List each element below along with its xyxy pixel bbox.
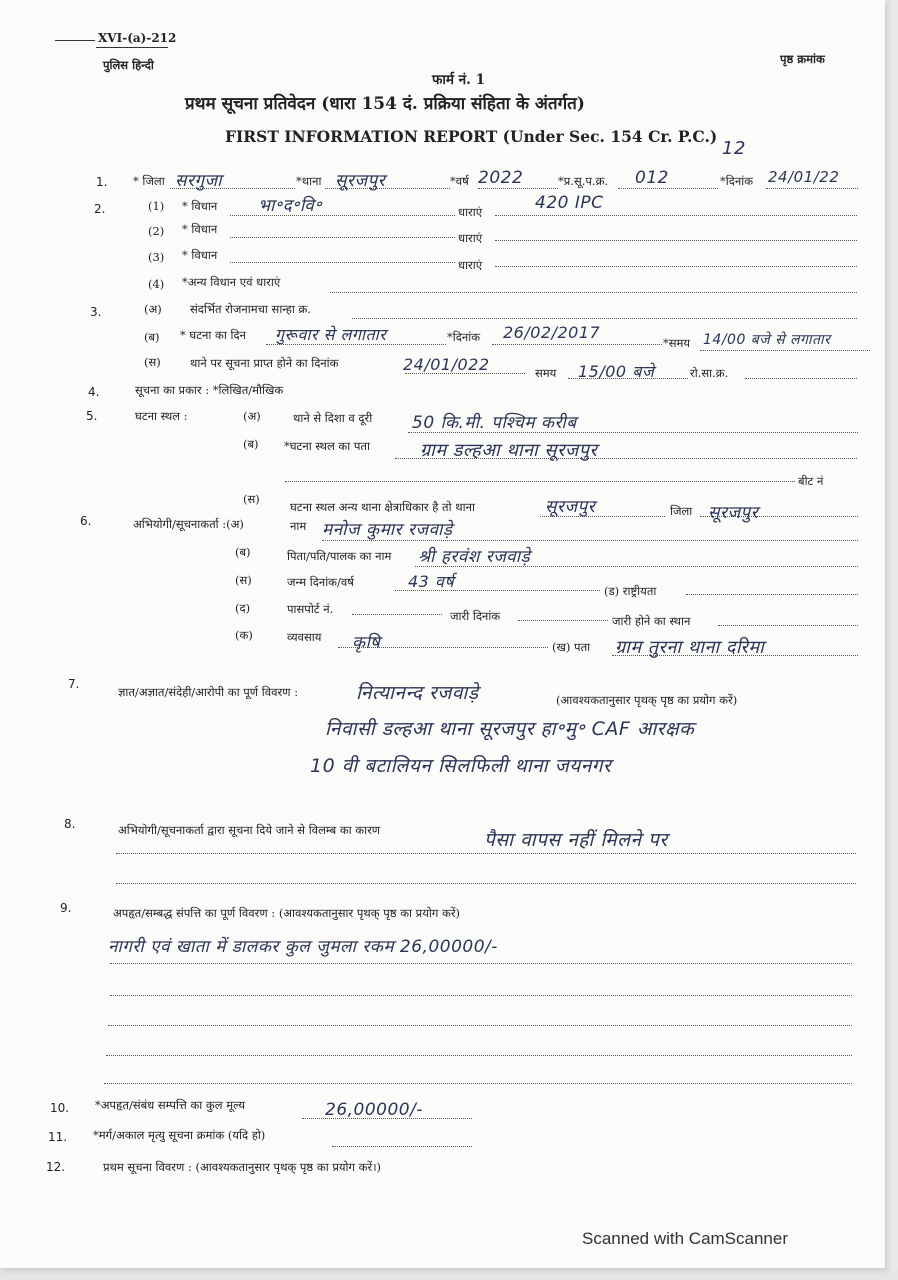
occupation-label: व्यवसाय [287, 630, 322, 644]
other-acts-label: *अन्य विधान एवं धाराएं [182, 275, 281, 289]
father-name-value: श्री हरवंश रजवाड़े [418, 547, 531, 567]
dotted-line [110, 995, 852, 996]
accused-detail-line-1: निवासी डल्हआ थाना सूरजपुर हा॰मु॰ CAF आरक्षक [325, 718, 695, 740]
dotted-line [518, 620, 608, 621]
accused-detail-line-2: 10 वी बटालियन सिलफिली थाना जयनगर [310, 755, 612, 777]
item-number: 7. [68, 677, 80, 691]
gd-reference-label: संदर्भित रोजनामचा सान्हा क्र. [190, 302, 311, 316]
title-hindi: प्रथम सूचना प्रतिवेदन (धारा 154 दं. प्रक्रिया संहिता के अंतर्गत) [185, 94, 585, 114]
info-received-label: थाने पर सूचना प्राप्त होने का दिनांक [190, 356, 339, 370]
sections-label: धाराएं [458, 205, 483, 219]
item-number: 9. [60, 901, 72, 915]
complainant-address-value: ग्राम तुरना थाना दरिमा [615, 637, 765, 658]
dob-label: जन्म दिनांक/वर्ष [287, 575, 354, 589]
dotted-line [495, 215, 857, 216]
received-time-value: 15/00 बजे [578, 362, 655, 381]
sub-index: (ब) [243, 437, 259, 451]
year-value: 2022 [478, 168, 524, 188]
sub-index: (अ) [144, 302, 162, 316]
sub-index: (1) [148, 199, 165, 213]
dotted-line [352, 614, 442, 615]
dotted-line [104, 1083, 852, 1084]
sub-index: (द) [235, 601, 251, 615]
police-hindi: पुलिस हिन्दी [103, 58, 154, 72]
year-label: *वर्ष [450, 174, 469, 188]
direction-distance-value: 50 कि.मी. पश्चिम करीब [412, 413, 577, 433]
district-label: * जिला [133, 174, 165, 188]
header-dash [55, 40, 95, 41]
sub-index: (ब) [144, 330, 160, 344]
station-value: सूरजपुर [335, 171, 386, 191]
title-english: FIRST INFORMATION REPORT (Under Sec. 154 Cr. P.C.) [225, 127, 718, 146]
dotted-line [745, 378, 857, 379]
occupation-value: कृषि [352, 633, 381, 653]
dotted-line [492, 344, 662, 345]
scan-edge [885, 0, 898, 1280]
incident-address-label: *घटना स्थल का पता [284, 439, 370, 453]
fir-date-value: 24/01/22 [768, 168, 840, 186]
page-number-label: पृष्ठ क्रमांक [780, 52, 825, 66]
title-mark: 12 [722, 138, 746, 159]
ro-number-label: रो.सा.क्र. [690, 366, 729, 380]
other-jurisdiction-station: सूरजपुर [545, 497, 596, 517]
dotted-line [116, 883, 856, 884]
accused-label: ज्ञात/अज्ञात/संदेही/आरोपी का पूर्ण विवरण : [118, 685, 299, 699]
item-number: 1. [96, 175, 108, 189]
item-number: 8. [64, 817, 76, 831]
incident-date-label: *दिनांक [447, 330, 481, 344]
accused-note: (आवश्यकतानुसार पृथक् पृष्ठ का प्रयोग करें) [556, 693, 738, 707]
dotted-line [495, 266, 857, 267]
dotted-line [330, 292, 857, 293]
fir-number-value: 012 [635, 168, 669, 188]
dob-value: 43 वर्ष [408, 572, 455, 591]
dotted-line [495, 240, 857, 241]
incident-time-value: 14/00 बजे से लगातार [703, 332, 831, 348]
station-label: *थाना [296, 174, 322, 188]
dotted-line [108, 1025, 852, 1026]
scan-bottom-band [0, 1268, 898, 1280]
fir-date-label: *दिनांक [720, 174, 754, 188]
property-detail-value: नागरी एवं खाता में डालकर कुल जुमला रकम 26,00000/- [108, 937, 498, 957]
accused-name: नित्यानन्द रजवाड़े [356, 682, 479, 704]
item-number: 3. [90, 305, 102, 319]
act-label: * विधान [182, 222, 218, 236]
item-number: 11. [48, 1130, 68, 1144]
fir-statement-label: प्रथम सूचना विवरण : (आवश्यकतानुसार पृथक् पृष्ठ का प्रयोग करें।) [103, 1160, 382, 1174]
dotted-line [116, 853, 856, 854]
beat-number-label: बीट नं [798, 474, 824, 488]
passport-label: पासपोर्ट नं. [287, 602, 334, 616]
dotted-line [766, 188, 858, 189]
dotted-line [322, 540, 858, 541]
form-code-underline [96, 47, 168, 48]
father-name-label: पिता/पति/पालक का नाम [287, 549, 392, 563]
fir-number-label: *प्र.सू.प.क्र. [558, 174, 609, 188]
issue-place-label: जारी होने का स्थान [612, 614, 691, 628]
incident-address-value: ग्राम डल्हआ थाना सूरजपुर [420, 440, 598, 461]
act-label: * विधान [182, 199, 218, 213]
camscanner-watermark: Scanned with CamScanner [582, 1229, 789, 1248]
name-label: नाम [290, 519, 307, 533]
sub-index: (क) [235, 628, 253, 642]
dotted-line [686, 594, 858, 595]
info-type-label: सूचना का प्रकार : *लिखित/मौखिक [135, 383, 284, 397]
dotted-line [230, 237, 455, 238]
dotted-line [230, 262, 455, 263]
sub-index: (स) [144, 355, 161, 369]
property-detail-label: अपहृत/सम्बद्ध संपत्ति का पूर्ण विवरण : (आवश्यकतानुसार पृथक् पृष्ठ का प्रयोग करें) [113, 906, 461, 920]
incident-day-value: गुरूवार से लगातार [275, 325, 387, 344]
form-code: XVI-(a)-212 [98, 31, 177, 45]
item-number: 2. [94, 202, 106, 216]
complainant-address-label: (ख) पता [552, 640, 591, 654]
other-jurisdiction-label: घटना स्थल अन्य थाना क्षेत्राधिकार है तो थाना [290, 500, 475, 514]
sub-index: (स) [243, 492, 260, 506]
dotted-line [718, 625, 858, 626]
item-number: 5. [86, 409, 98, 423]
act-label: * विधान [182, 248, 218, 262]
other-jurisdiction-district: सूरजपुर [708, 503, 759, 523]
act-1-value: भा॰द॰वि॰ [258, 196, 322, 216]
district-value: सरगुजा [175, 171, 223, 191]
form-number: फार्म नं. 1 [432, 72, 485, 88]
dotted-line [352, 318, 857, 319]
item-number: 10. [50, 1101, 70, 1115]
dotted-line [332, 1146, 472, 1147]
property-value: 26,00000/- [325, 1100, 423, 1120]
sub-index: (अ) [243, 409, 261, 423]
dotted-line [618, 188, 718, 189]
received-time-label: समय [535, 366, 557, 380]
sections-label: धाराएं [458, 258, 483, 272]
dotted-line [478, 188, 558, 189]
incident-day-label: * घटना का दिन [180, 328, 246, 342]
item-number: 4. [88, 385, 100, 399]
unnatural-death-label: *मर्ग/अकाल मृत्यु सूचना क्रमांक (यदि हो) [93, 1128, 266, 1142]
issue-date-label: जारी दिनांक [450, 609, 501, 623]
delay-reason-value: पैसा वापस नहीं मिलने पर [484, 829, 668, 851]
sub-index: (2) [148, 224, 165, 238]
dotted-line [110, 963, 852, 964]
sections-1-value: 420 IPC [535, 193, 604, 213]
sections-label: धाराएं [458, 231, 483, 245]
nationality-label: (ड) राष्ट्रीयता [604, 584, 657, 598]
dotted-line [285, 481, 795, 482]
incident-place-label: घटना स्थल : [135, 409, 188, 423]
incident-date-value: 26/02/2017 [503, 323, 601, 342]
complainant-label: अभियोगी/सूचनाकर्ता :(अ) [133, 517, 244, 531]
sub-index: (3) [148, 250, 165, 264]
sub-index: (स) [235, 573, 252, 587]
direction-distance-label: थाने से दिशा व दूरी [293, 411, 373, 425]
dotted-line [700, 350, 870, 351]
dotted-line [106, 1055, 852, 1056]
info-received-date: 24/01/022 [403, 355, 490, 374]
item-number: 12. [46, 1160, 66, 1174]
sub-index: (ब) [235, 545, 251, 559]
delay-reason-label: अभियोगी/सूचनाकर्ता द्वारा सूचना दिये जाने से विलम्ब का कारण [118, 823, 381, 837]
sub-index: (4) [148, 277, 165, 291]
incident-time-label: *समय [663, 336, 691, 350]
item-number: 6. [80, 514, 92, 528]
district-label-2: जिला [670, 504, 693, 518]
complainant-name: मनोज कुमार रजवाड़े [322, 520, 453, 540]
property-value-label: *अपहृत/संबंध सम्पत्ति का कुल मूल्य [95, 1098, 245, 1112]
